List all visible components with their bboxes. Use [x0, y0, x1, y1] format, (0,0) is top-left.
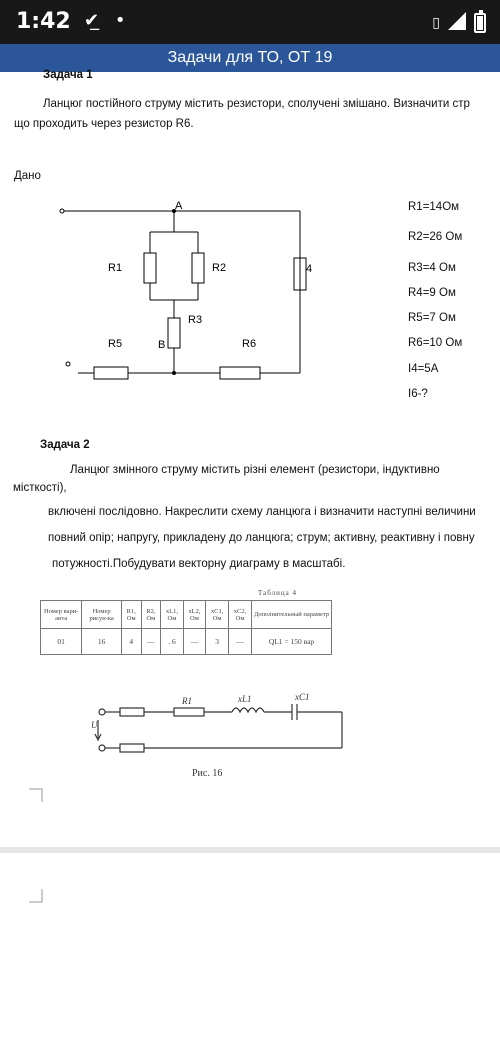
- resistor-r2: [192, 253, 204, 283]
- inductor-xl1: [232, 708, 264, 712]
- status-notification-icons: [84, 10, 125, 31]
- label-r5: R5: [108, 338, 123, 350]
- task2-heading: Задача 2: [40, 439, 90, 451]
- terminal-top: [99, 709, 105, 715]
- table-cell: QL1 = 150 вар: [252, 629, 332, 655]
- resistor-r3: [168, 318, 180, 348]
- task2-text-line1: Ланцюг змінного струму містить різні елемент (резистори, індуктивно: [70, 464, 440, 476]
- table-header-row: [41, 601, 332, 629]
- vibrate-icon: ▯: [432, 15, 440, 31]
- table-cell: —: [183, 629, 206, 655]
- fuse-bottom: [120, 744, 144, 752]
- task2-text-line4: повний опір; напругу, прикладену до ланцюга; струм; активну, реактивну і повну: [48, 532, 475, 544]
- node-b-dot: [172, 371, 176, 375]
- status-time: 1:42: [16, 9, 71, 34]
- given-value: R2=26 Ом: [408, 231, 463, 243]
- table-caption: Таблица 4: [258, 589, 297, 597]
- label-r4: 4: [306, 263, 313, 275]
- label-xl1: xL1: [238, 694, 252, 704]
- given-value: I6-?: [408, 388, 428, 400]
- task2-text-line2: місткості),: [13, 482, 67, 494]
- table-header-cell: Дополнительный параметр: [252, 601, 332, 629]
- table-header-cell: xL1, Ом: [161, 601, 184, 629]
- table-cell: —: [141, 629, 161, 655]
- label-xc1: xC1: [295, 692, 310, 702]
- table-header-cell: xC1, Ом: [206, 601, 229, 629]
- figure-caption: Рис. 16: [192, 768, 223, 779]
- table-header-cell: Номер рисун-ка: [82, 601, 122, 629]
- label-r1: R1: [182, 696, 192, 706]
- table-header-cell: Номер вари-анта: [41, 601, 82, 629]
- parameters-table: [40, 600, 332, 655]
- given-value: R3=4 Ом: [408, 262, 456, 274]
- resistor-r6: [220, 367, 260, 379]
- signal-badge: 4: [449, 10, 455, 19]
- circuit-diagram-2: [92, 692, 362, 777]
- notification-dot-icon: •: [114, 10, 126, 31]
- circuit-diagram-1: [58, 196, 328, 386]
- label-u: U: [91, 720, 98, 730]
- given-value: R1=14Ом: [408, 201, 460, 213]
- terminal-bottom: [66, 362, 70, 366]
- task1-text-line2: що проходить через резистор R6.: [14, 118, 194, 130]
- table-cell: 16: [82, 629, 122, 655]
- task1-heading: Задача 1: [43, 69, 93, 81]
- download-check-icon: ✔̲: [84, 10, 100, 31]
- document-title-bar[interactable]: [0, 44, 500, 72]
- document-page[interactable]: [0, 69, 500, 847]
- table-header-cell: xL2, Ом: [183, 601, 206, 629]
- table-cell: 01: [41, 629, 82, 655]
- label-node-a: A: [175, 200, 183, 212]
- fuse-top: [120, 708, 144, 716]
- task1-text-line1: Ланцюг постійного струму містить резистори, сполучені змішано. Визначити стр: [43, 98, 470, 110]
- table-row: [41, 629, 332, 655]
- status-right-icons: [432, 12, 486, 34]
- table-cell: —: [229, 629, 252, 655]
- resistor-r5: [94, 367, 128, 379]
- given-value: R5=7 Ом: [408, 312, 456, 324]
- terminal-top: [60, 209, 64, 213]
- table-cell: 4: [121, 629, 141, 655]
- table-header-cell: R2, Ом: [141, 601, 161, 629]
- terminal-bottom: [99, 745, 105, 751]
- label-r6: R6: [242, 338, 257, 350]
- resistor-r1: [144, 253, 156, 283]
- table-header-cell: R1, Ом: [121, 601, 141, 629]
- label-node-b: B: [158, 339, 166, 351]
- status-bar: [0, 0, 500, 44]
- page-corner-mark: [29, 788, 43, 802]
- page-corner-mark: [29, 889, 43, 903]
- given-value: R6=10 Ом: [408, 337, 463, 349]
- given-label: Дано: [14, 170, 41, 182]
- task2-text-line3: включені послідовно. Накреслити схему ланцюга і визначити наступні величини: [48, 506, 476, 518]
- table-header-cell: xC2, Ом: [229, 601, 252, 629]
- label-r1: R1: [108, 262, 123, 274]
- table-cell: 3: [206, 629, 229, 655]
- label-r2: R2: [212, 262, 227, 274]
- table-cell: . 6: [161, 629, 184, 655]
- document-title: Задачи для ТО, ОТ 19: [167, 49, 333, 66]
- given-value: R4=9 Ом: [408, 287, 456, 299]
- given-value: I4=5A: [408, 363, 439, 375]
- battery-icon: [474, 13, 486, 33]
- task2-text-line5: потужності.Побудувати векторну диаграму в масштабі.: [52, 558, 346, 570]
- label-r3: R3: [188, 314, 203, 326]
- signal-icon: [448, 12, 466, 34]
- resistor-r1: [174, 708, 204, 716]
- document-page-2[interactable]: [0, 853, 500, 1055]
